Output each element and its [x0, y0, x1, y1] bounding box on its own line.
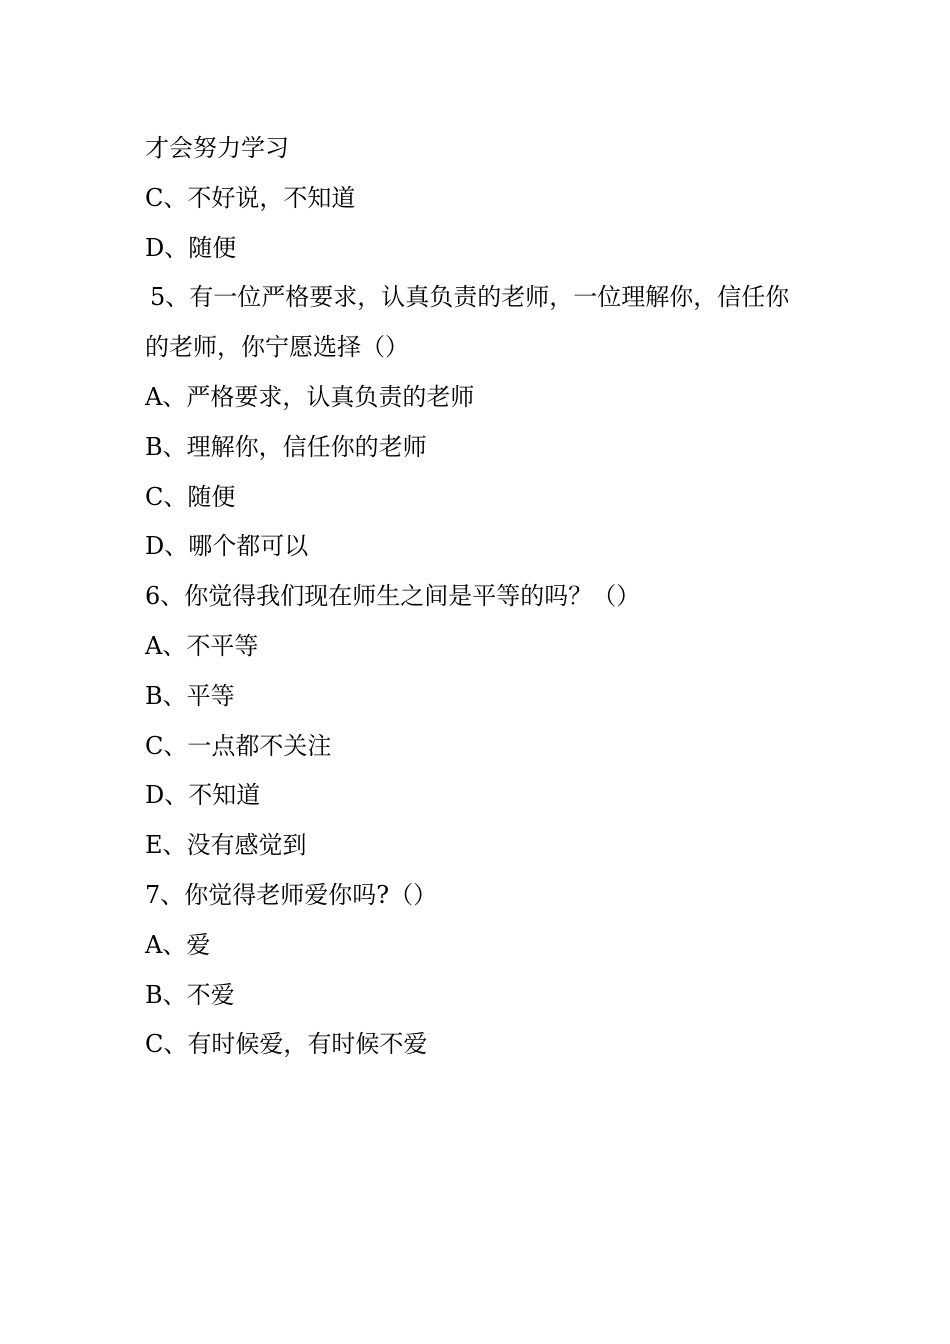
option-line: C、一点都不关注 — [145, 731, 332, 760]
option-line: A、严格要求，认真负责的老师 — [145, 382, 475, 411]
question-line: 6、你觉得我们现在师生之间是平等的吗？（） — [145, 582, 641, 611]
option-line: B、平等 — [145, 681, 235, 710]
option-line: A、爱 — [145, 930, 211, 959]
option-line: D、不知道 — [145, 781, 261, 810]
option-line: A、不平等 — [145, 631, 259, 660]
option-line: B、理解你，信任你的老师 — [145, 432, 427, 461]
question-line: 7、你觉得老师爱你吗?（） — [145, 880, 438, 909]
option-line: E、没有感觉到 — [145, 831, 307, 860]
document-body — [145, 124, 825, 1070]
text-line: 才会努力学习 — [145, 134, 289, 162]
option-line: B、不爱 — [145, 980, 235, 1009]
question-line: 5、有一位严格要求，认真负责的老师，一位理解你，信任你 — [150, 283, 790, 312]
option-line: C、不好说，不知道 — [145, 183, 356, 212]
option-line: D、随便 — [145, 233, 237, 262]
option-line: D、哪个都可以 — [145, 532, 309, 561]
question-line-continued: 的老师，你宁愿选择（） — [145, 333, 409, 362]
option-line: C、有时候爱，有时候不爱 — [145, 1030, 428, 1059]
option-line: C、随便 — [145, 482, 236, 511]
